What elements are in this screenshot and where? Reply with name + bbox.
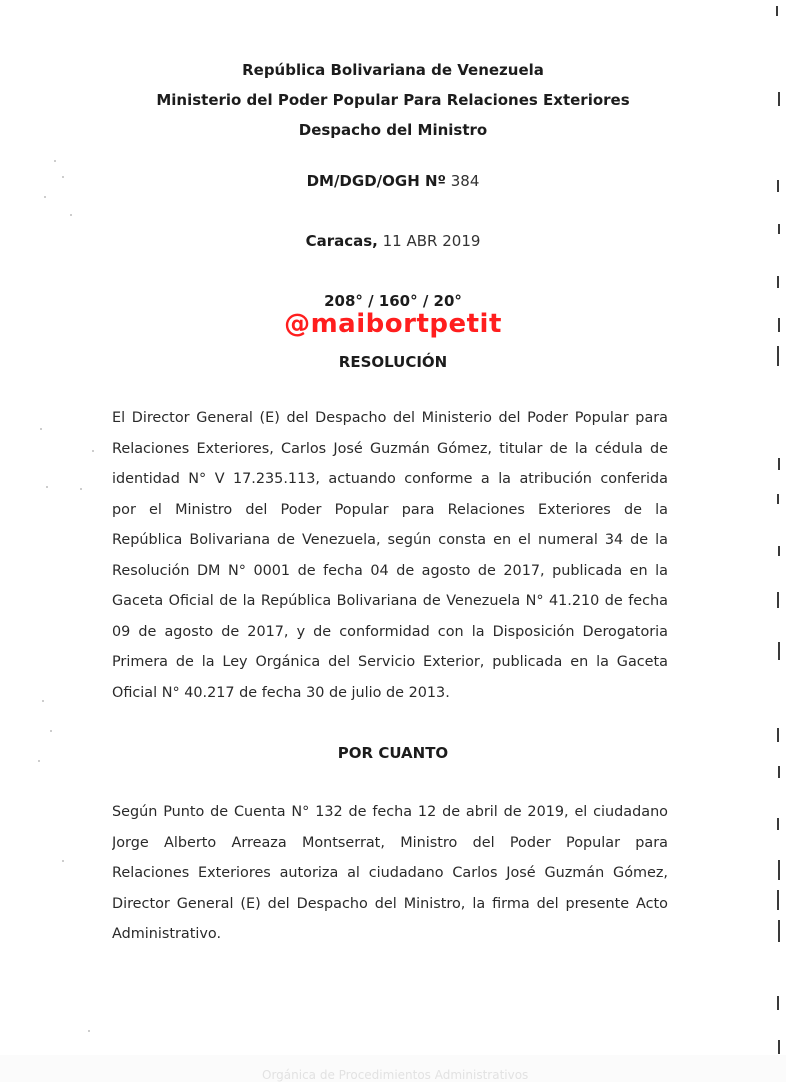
header-country: República Bolivariana de Venezuela: [242, 61, 544, 79]
scan-edge-mark: [778, 546, 780, 556]
resolution-number: [0, 172, 786, 190]
watermark-handle: @maibortpetit: [284, 309, 502, 339]
resolution-date: [0, 232, 786, 250]
scan-speck: [62, 176, 64, 178]
intro-line: Resolución DM N° 0001 de fecha 04 de agosto de 2017, publicada en la: [112, 562, 668, 579]
intro-line: Oficial N° 40.217 de fecha 30 de julio de 2013.: [112, 684, 450, 701]
scan-speck: [38, 760, 40, 762]
scan-edge-mark: [778, 92, 780, 106]
scan-edge-mark: [777, 728, 779, 742]
scan-speck: [54, 160, 56, 162]
scan-edge-mark: [778, 642, 780, 660]
resolution-city: Caracas,: [305, 232, 378, 250]
intro-line: Primera de la Ley Orgánica del Servicio Exterior, publicada en la Gaceta: [112, 654, 668, 670]
intro-line: Relaciones Exteriores, Carlos José Guzmán Gómez, titular de la cédula de: [112, 440, 668, 457]
resolution-years: [0, 292, 786, 310]
bleed-through-text: Orgánica de Procedimientos Administrativos: [262, 1068, 529, 1082]
header-office: Despacho del Ministro: [298, 121, 488, 139]
intro-line: Gaceta Oficial de la República Bolivariana de Venezuela N° 41.210 de fecha: [112, 593, 668, 609]
por-cuanto-line: Según Punto de Cuenta N° 132 de fecha 12 de abril de 2019, el ciudadano: [112, 804, 668, 820]
scan-edge-mark: [778, 860, 780, 880]
por-cuanto-line: Administrativo.: [112, 926, 222, 942]
scan-speck: [40, 428, 42, 430]
scan-edge-mark: [776, 6, 778, 16]
por-cuanto-line: Jorge Alberto Arreaza Montserrat, Ministro del Poder Popular para: [112, 834, 668, 851]
scan-edge-mark: [777, 494, 779, 504]
scan-speck: [80, 488, 82, 490]
intro-line: 09 de agosto de 2017, y de conformidad con la Disposición Derogatoria: [112, 623, 668, 640]
scan-edge-mark: [777, 818, 779, 830]
scan-edge-mark: [777, 890, 779, 910]
scan-speck: [70, 214, 72, 216]
scan-edge-mark: [777, 996, 779, 1010]
scan-edge-mark: [778, 920, 780, 942]
intro-line: El Director General (E) del Despacho del Ministerio del Poder Popular para: [112, 410, 668, 426]
resolution-years-value: 208° / 160° / 20°: [324, 292, 462, 310]
intro-line: República Bolivariana de Venezuela, según consta en el numeral 34 de la: [112, 532, 668, 548]
resolution-number-label: DM/DGD/OGH Nº: [306, 172, 446, 190]
por-cuanto-line: Director General (E) del Despacho del Ministro, la firma del presente Acto: [112, 895, 668, 912]
scan-speck: [88, 1030, 90, 1032]
resolution-date-value: 11 ABR 2019: [382, 232, 481, 250]
por-cuanto-paragraph: [112, 797, 668, 950]
scan-edge-mark: [777, 592, 779, 608]
scan-edge-mark: [778, 458, 780, 470]
intro-line: identidad N° V 17.235.113, actuando conforme a la atribución conferida: [112, 471, 668, 487]
scan-edge-mark: [777, 276, 779, 288]
scan-edge-mark: [777, 180, 779, 192]
scan-edge-mark: [778, 224, 780, 234]
scan-edge-mark: [778, 766, 780, 778]
scan-edge-mark: [778, 1040, 780, 1054]
scan-speck: [62, 860, 64, 862]
section-title-por-cuanto: POR CUANTO: [337, 744, 449, 762]
intro-line: por el Ministro del Poder Popular para Relaciones Exteriores de la: [112, 501, 668, 518]
scan-speck: [44, 196, 46, 198]
scan-speck: [92, 450, 94, 452]
scan-edge-mark: [777, 346, 779, 366]
scan-speck: [50, 730, 52, 732]
header-ministry: Ministerio del Poder Popular Para Relaciones Exteriores: [156, 91, 630, 109]
resolution-number-value: 384: [450, 172, 480, 190]
scan-edge-mark: [778, 318, 780, 332]
por-cuanto-line: Relaciones Exteriores autoriza al ciudadano Carlos José Guzmán Gómez,: [112, 865, 668, 881]
scan-speck: [46, 486, 48, 488]
intro-paragraph: [112, 403, 668, 708]
resolution-title: RESOLUCIÓN: [338, 353, 448, 371]
scan-speck: [42, 700, 44, 702]
